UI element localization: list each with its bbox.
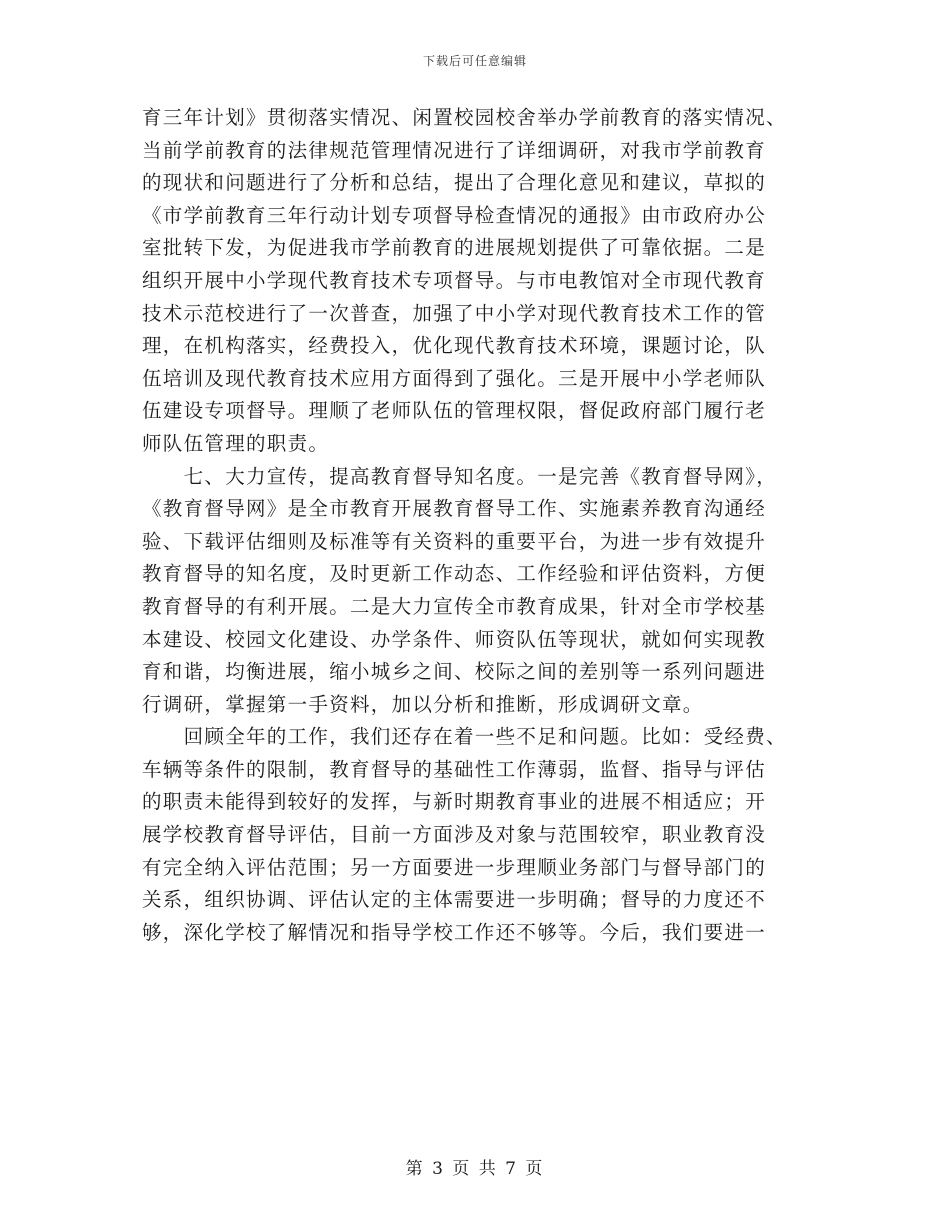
text-line: 七、大力宣传，提高教育督导知名度。一是完善《教育督导网》， [142, 464, 778, 488]
text-line: 行调研，掌握第一手资料，加以分析和推断，形成调研文章。 [142, 692, 704, 716]
text-line: 够，深化学校了解情况和指导学校工作还不够等。今后，我们要进一 [142, 920, 767, 944]
document-body [142, 102, 802, 949]
text-line: 的职责未能得到较好的发挥，与新时期教育事业的进展不相适应；开 [142, 790, 767, 814]
text-line: 当前学前教育的法律规范管理情况进行了详细调研，对我市学前教育 [142, 138, 767, 162]
text-line: 关系，组织协调、评估认定的主体需要进一步明确；督导的力度还不 [142, 888, 767, 912]
text-line: 验、下载评估细则及标准等有关资料的重要平台，为进一步有效提升 [142, 529, 767, 553]
text-line: 《市学前教育三年行动计划专项督导检查情况的通报》由市政府办公 [142, 203, 767, 227]
text-line: 伍建设专项督导。理顺了老师队伍的管理权限，督促政府部门履行老 [142, 399, 767, 423]
text-line: 回顾全年的工作，我们还存在着一些不足和问题。比如：受经费、 [142, 725, 787, 749]
text-line: 教育督导的知名度，及时更新工作动态、工作经验和评估资料，方便 [142, 562, 767, 586]
text-line: 车辆等条件的限制，教育督导的基础性工作薄弱，监督、指导与评估 [142, 757, 767, 781]
text-line: 《教育督导网》是全市教育开展教育督导工作、实施素养教育沟通经 [142, 497, 767, 521]
page-header: 下载后可任意编辑 [422, 54, 527, 68]
text-line: 本建设、校园文化建设、办学条件、师资队伍等现状，就如何实现教 [142, 627, 767, 651]
text-line: 师队伍管理的职责。 [142, 431, 330, 455]
text-line: 的现状和问题进行了分析和总结，提出了合理化意见和建议，草拟的 [142, 171, 767, 195]
text-line: 教育督导的有利开展。二是大力宣传全市教育成果，针对全市学校基 [142, 594, 767, 618]
text-line: 技术示范校进行了一次普查，加强了中小学对现代教育技术工作的管 [142, 301, 767, 325]
text-line: 有完全纳入评估范围；另一方面要进一步理顺业务部门与督导部门的 [142, 855, 767, 879]
text-line: 育和谐，均衡进展，缩小城乡之间、校际之间的差别等一系列问题进 [142, 660, 767, 684]
text-line: 伍培训及现代教育技术应用方面得到了强化。三是开展中小学老师队 [142, 366, 767, 390]
text-line: 育三年计划》贯彻落实情况、闲置校园校舍举办学前教育的落实情况、 [142, 106, 787, 129]
text-line: 理，在机构落实，经费投入，优化现代教育技术环境，课题讨论，队 [142, 334, 767, 358]
text-line: 组织开展中小学现代教育技术专项督导。与市电教馆对全市现代教育 [142, 268, 767, 292]
text-line: 展学校教育督导评估，目前一方面涉及对象与范围较窄，职业教育没 [142, 823, 767, 847]
text-line: 室批转下发，为促进我市学前教育的进展规划提供了可靠依据。二是 [142, 236, 767, 260]
page-number: 第 3 页 共 7 页 [405, 1159, 545, 1179]
